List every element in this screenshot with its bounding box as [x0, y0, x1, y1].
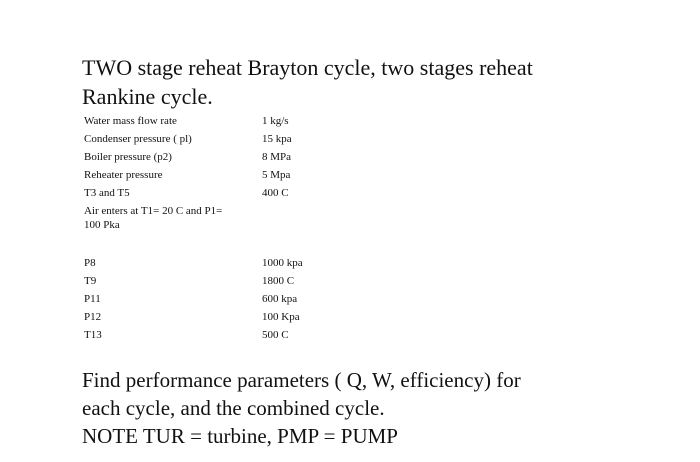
param-value: 400 C	[262, 187, 289, 199]
param-label: Reheater pressure	[84, 169, 163, 181]
param-label: Condenser pressure ( pl)	[84, 133, 192, 145]
param-label: Boiler pressure (p2)	[84, 151, 172, 163]
param-row-p8	[84, 254, 344, 272]
param-value: 5 Mpa	[262, 169, 291, 181]
air-inlet-note-line-2: 100 Pka	[84, 219, 120, 231]
problem-title-line-1: TWO stage reheat Brayton cycle, two stages reheat	[82, 55, 533, 80]
param-row-t3-t5	[84, 184, 344, 202]
problem-title-line-2: Rankine cycle.	[82, 84, 213, 109]
param-row-p12	[84, 308, 344, 326]
param-row-t13	[84, 326, 344, 344]
param-row-t9	[84, 272, 344, 290]
task-instructions	[82, 366, 642, 450]
param-value: 100 Kpa	[262, 311, 300, 323]
param-value: 600 kpa	[262, 293, 298, 305]
param-value: 15 kpa	[262, 133, 292, 145]
param-label: T13	[84, 329, 102, 341]
param-row-reheater-pressure	[84, 166, 344, 184]
param-value: 8 MPa	[262, 151, 292, 163]
param-label: T3 and T5	[84, 187, 130, 199]
param-row-condenser-pressure	[84, 130, 344, 148]
param-label: P8	[84, 257, 96, 269]
param-row-p11	[84, 290, 344, 308]
rankine-parameter-list	[84, 112, 344, 202]
param-label: Water mass flow rate	[84, 115, 177, 127]
param-label: P12	[84, 311, 102, 323]
air-inlet-note	[84, 204, 274, 232]
brayton-parameter-list	[84, 254, 344, 344]
air-inlet-note-line-1: Air enters at T1= 20 C and P1=	[84, 205, 223, 217]
param-row-water-mass-flow	[84, 112, 344, 130]
problem-title	[82, 53, 642, 111]
param-value: 1800 C	[262, 275, 295, 287]
task-note: NOTE TUR = turbine, PMP = PUMP	[82, 424, 398, 448]
param-value: 1000 kpa	[262, 257, 303, 269]
param-value: 500 C	[262, 329, 289, 341]
param-label: T9	[84, 275, 97, 287]
task-line-1: Find performance parameters ( Q, W, efficiency) for	[82, 368, 521, 392]
param-value: 1 kg/s	[262, 115, 289, 127]
param-row-boiler-pressure	[84, 148, 344, 166]
task-line-2: each cycle, and the combined cycle.	[82, 396, 385, 420]
param-label: P11	[84, 293, 101, 305]
